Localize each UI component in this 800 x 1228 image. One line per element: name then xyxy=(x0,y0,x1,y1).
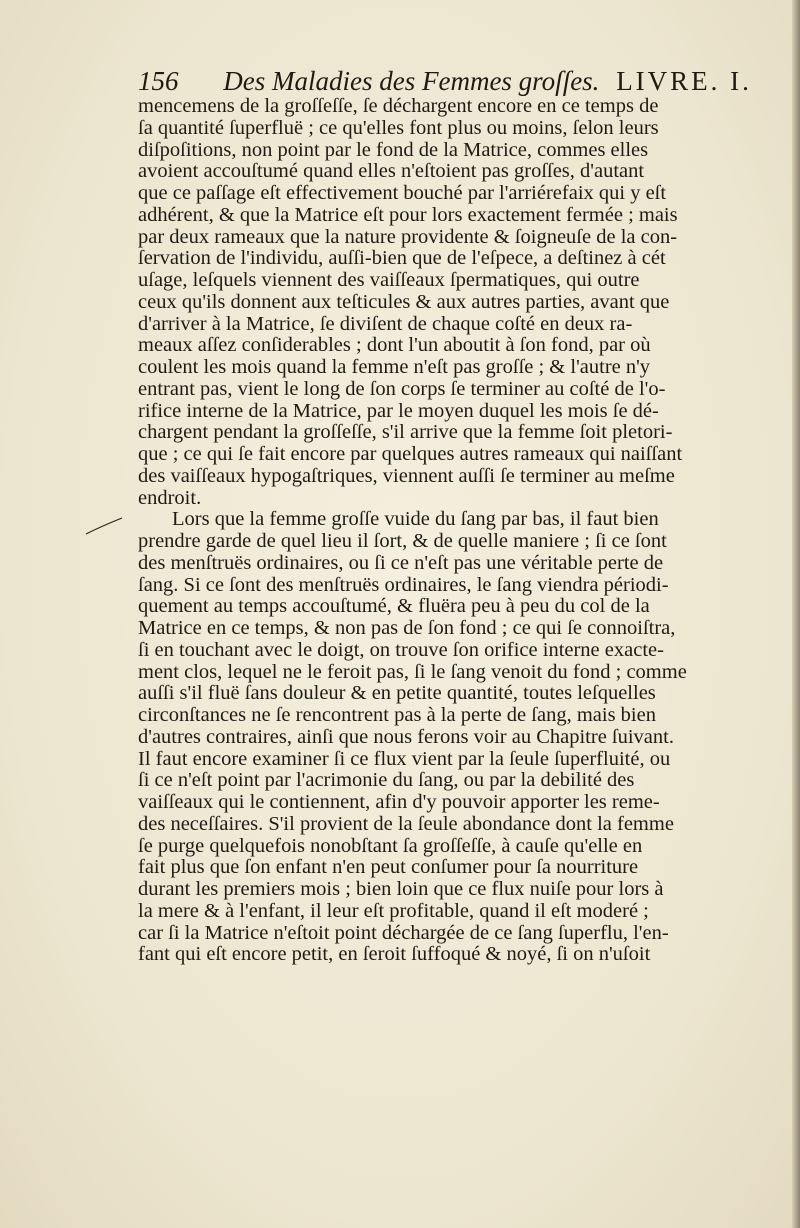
text-line: vaiſſeaux qui le contiennent, afin d'y pouvoir apporter les reme- xyxy=(138,791,660,813)
text-line: entrant pas, vient le long de ſon corps ſe terminer au coſté de l'o- xyxy=(138,377,666,400)
text-line: que ; ce qui ſe fait encore par quelques autres rameaux qui naiſſant xyxy=(138,443,683,465)
text-line: avoient accouſtumé quand elles n'eſtoient pas groſſes, d'autant xyxy=(138,160,645,183)
text-line: que ce paſſage eſt effectivement bouché par l'arriérefaix qui y eſt xyxy=(138,182,667,204)
text-line: chargent pendant la groſſeſſe, s'il arrive que la femme ſoit pletori- xyxy=(138,421,673,444)
text-line: mencemens de la groſſeſſe, ſe déchargent encore en ce temps de xyxy=(138,95,659,117)
text-line: ceux qu'ils donnent aux teſticules & aux autres parties, avant que xyxy=(138,290,670,313)
paragraph-start-line: Lors que la femme groſſe vuide du ſang par bas, il faut bien xyxy=(172,508,659,531)
body-text xyxy=(138,96,800,966)
text-line: meaux aſſez conſiderables ; dont l'un aboutit à ſon fond, par où xyxy=(138,334,651,357)
text-line: coulent les mois quand la femme n'eſt pas groſſe ; & l'autre n'y xyxy=(138,356,651,378)
text-line: fait plus que ſon enfant n'en peut conſumer pour ſa nourriture xyxy=(138,856,639,879)
text-line: adhérent, & que la Matrice eſt pour lors exactement fermée ; mais xyxy=(138,203,678,226)
text-line: Il faut encore examiner ſi ce flux vient par la ſeule ſuperfluité, ou xyxy=(138,747,671,770)
running-header xyxy=(138,66,798,96)
text-line: par deux rameaux que la nature providente & ſoigneuſe de la con- xyxy=(138,225,678,248)
text-line: auſſi s'il fluë ſans douleur & en petite quantité, toutes leſquelles xyxy=(138,682,656,705)
text-line: ſervation de l'individu, auſſi-bien que de l'eſpece, a deſtinez à cét xyxy=(138,247,666,270)
text-line: ſi ce n'eſt point par l'acrimonie du ſang, ou par la debilité des xyxy=(138,769,635,792)
text-line: Matrice en ce temps, & non pas de ſon fond ; ce qui ſe connoiſtra, xyxy=(138,617,676,639)
page-number: 156 xyxy=(138,66,179,96)
text-line: endroit. xyxy=(138,486,202,509)
text-line: rifice interne de la Matrice, par le moyen duquel les mois ſe dé- xyxy=(138,399,659,422)
margin-pen-stroke xyxy=(84,514,124,536)
text-line: ſe purge quelquefois nonobſtant ſa groſſeſſe, à cauſe qu'elle en xyxy=(138,834,643,857)
text-line: ſa quantité ſuperfluë ; ce qu'elles font plus ou moins, ſelon leurs xyxy=(138,116,659,139)
text-line: diſpoſitions, non point par le fond de la Matrice, commes elles xyxy=(138,138,649,161)
text-line: des neceſſaires. S'il provient de la ſeule abondance dont la femme xyxy=(138,812,674,835)
text-line: circonſtances ne ſe rencontrent pas à la perte de ſang, mais bien xyxy=(138,704,656,726)
text-line: des vaiſſeaux hypogaſtriques, viennent auſſi ſe terminer au meſme xyxy=(138,464,675,487)
text-line: d'autres contraires, ainſi que nous ferons voir au Chapitre ſuivant. xyxy=(138,725,674,748)
text-line: durant les premiers mois ; bien loin que ce flux nuiſe pour lors à xyxy=(138,878,664,900)
text-line: uſage, leſquels viennent des vaiſſeaux ſpermatiques, qui outre xyxy=(138,269,640,291)
running-title: Des Maladies des Femmes groſſes. xyxy=(223,66,600,96)
text-line: d'arriver à la Matrice, ſe diviſent de chaque coſté en deux ra- xyxy=(138,312,633,335)
text-line: prendre garde de quel lieu il ſort, & de quelle maniere ; ſi ce ſont xyxy=(138,530,667,552)
text-line: ſang. Si ce ſont des menſtruës ordinaires, le ſang viendra périodi- xyxy=(138,573,669,596)
text-line: quement au temps accouſtumé, & fluëra peu à peu du col de la xyxy=(138,595,650,618)
text-line: car ſi la Matrice n'eſtoit point déchargée de ce ſang ſuperflu, l'en- xyxy=(138,921,669,944)
text-line: fant qui eſt encore petit, en ſeroit ſuffoqué & noyé, ſi on n'uſoit xyxy=(138,943,651,966)
text-line: la mere & à l'enfant, il leur eſt profitable, quand il eſt moderé ; xyxy=(138,899,649,922)
text-line: ment clos, lequel ne le feroit pas, ſi le ſang venoit du fond ; comme xyxy=(138,660,687,683)
book-marker: LIVRE. I. xyxy=(616,66,752,96)
text-line: des menſtruës ordinaires, ou ſi ce n'eſt pas une véritable perte de xyxy=(138,551,664,574)
text-line: ſi en touchant avec le doigt, on trouve ſon orifice interne exacte- xyxy=(138,638,664,661)
